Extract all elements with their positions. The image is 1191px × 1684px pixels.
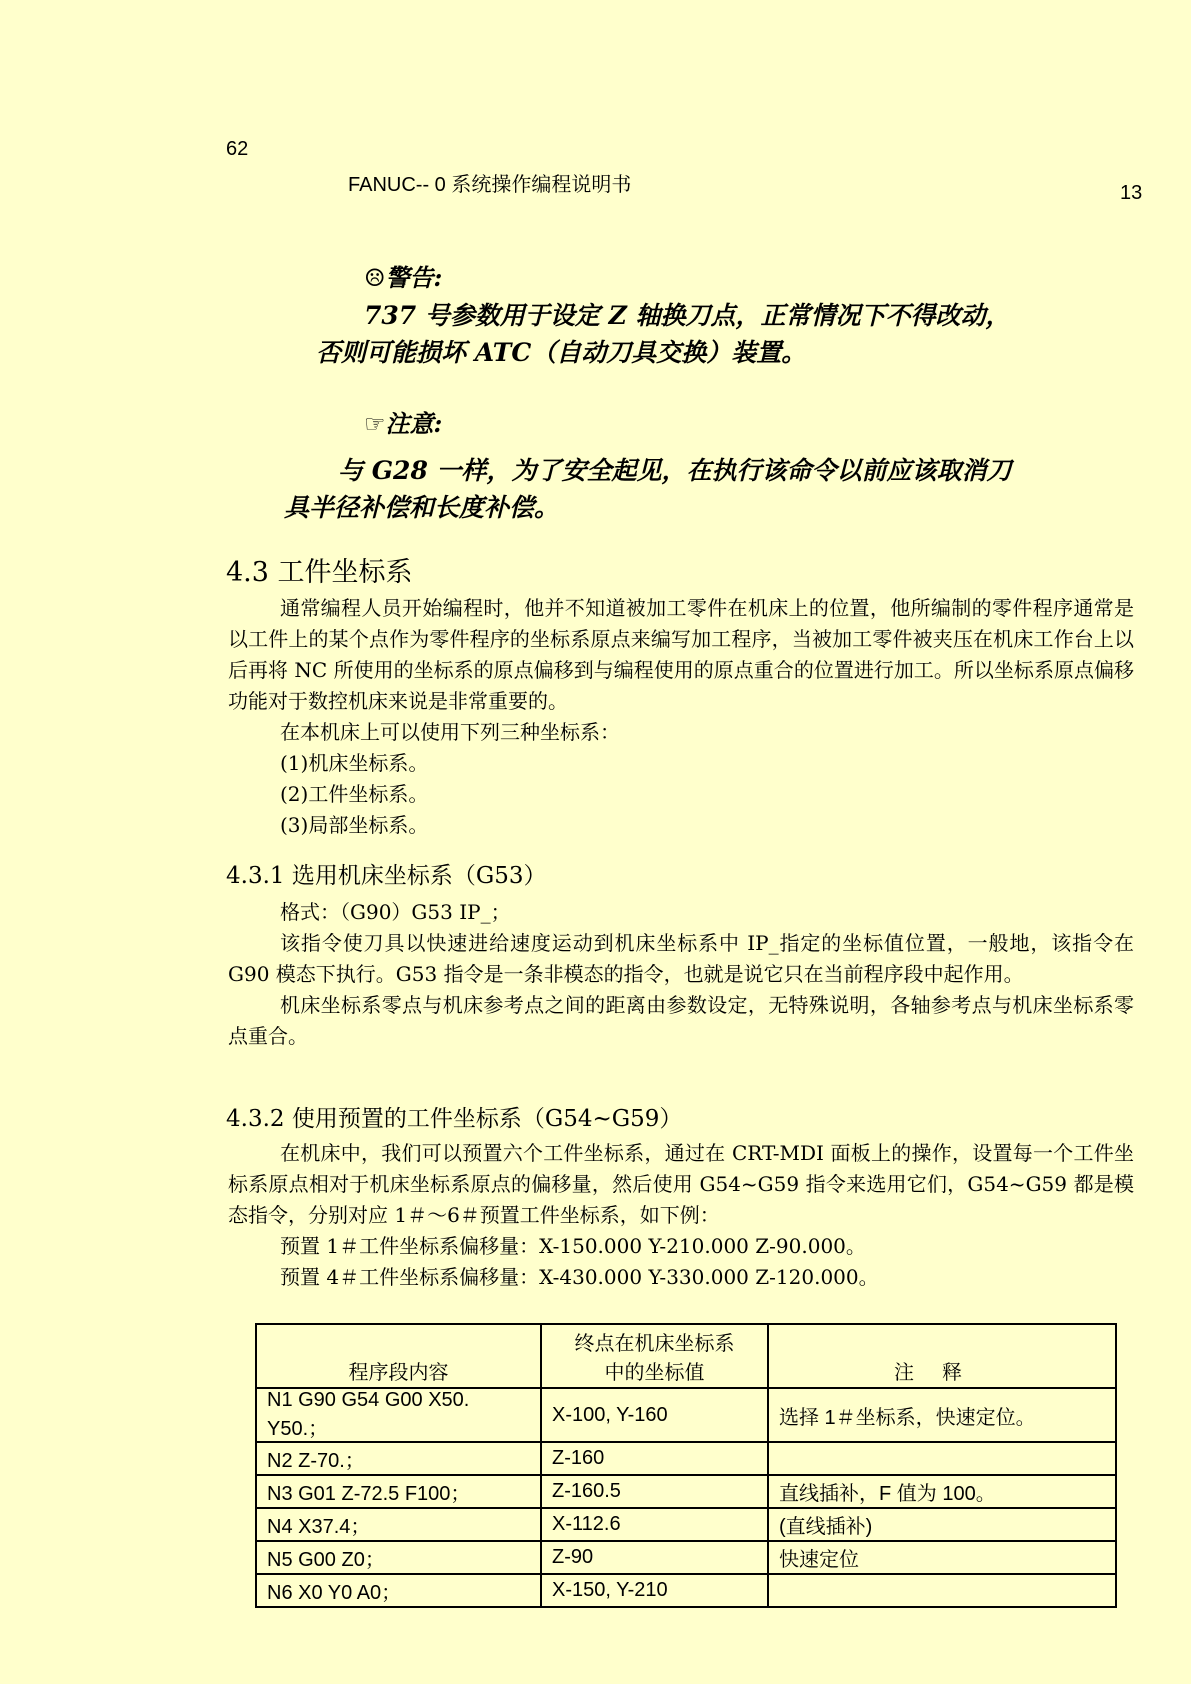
paragraph: 在机床中，我们可以预置六个工件坐标系，通过在 CRT-MDI 面板上的操作，设置每一个工件坐标系原点相对于机床坐标系原点的偏移量，然后使用 G54~G59 指令来选用它们，G54~G59 都是模态指令，分别对应 1＃～6＃预置工件坐标系，如下例： <box>228 1141 1134 1227</box>
section-heading-4-3-1: 4.3.1 选用机床坐标系（G53） <box>226 863 547 889</box>
header-comment <box>768 1324 1116 1388</box>
list-item: (1)机床坐标系。 <box>280 751 429 775</box>
section-4-3-body <box>228 593 1134 841</box>
cell-block: N4 X37.4； <box>256 1508 541 1541</box>
cell-coord: X-112.6 <box>541 1508 768 1541</box>
header-end-coord-line2: 中的坐标值 <box>604 1360 705 1384</box>
cell-block: N1 G90 G54 G00 X50. Y50.； <box>256 1388 541 1442</box>
table-row <box>256 1475 1116 1508</box>
page-number-right: 13 <box>1120 182 1143 204</box>
preset-line: 预置 4＃工件坐标系偏移量：X-430.000 Y-330.000 Z-120.000。 <box>280 1265 879 1289</box>
note-title: 注意: <box>385 409 443 438</box>
note-heading <box>364 404 442 439</box>
warning-text-line2: 否则可能损坏 ATC（自动刀具交换）装置。 <box>316 338 807 367</box>
section-heading-4-3-2: 4.3.2 使用预置的工件坐标系（G54~G59） <box>226 1106 683 1132</box>
program-table <box>255 1323 1117 1608</box>
table-row <box>256 1574 1116 1607</box>
header-block-content: 程序段内容 <box>256 1324 541 1388</box>
table-row <box>256 1388 1116 1442</box>
note-text-line2: 具半径补偿和长度补偿。 <box>284 493 560 522</box>
cell-coord: X-150, Y-210 <box>541 1574 768 1607</box>
cell-coord: Z-90 <box>541 1541 768 1574</box>
header-end-coord-line1: 终点在机床坐标系 <box>574 1331 735 1355</box>
paragraph: 机床坐标系零点与机床参考点之间的距离由参数设定，无特殊说明，各轴参考点与机床坐标系零点重合。 <box>228 993 1134 1048</box>
note-text-line1: 与 G28 一样，为了安全起见，在执行该命令以前应该取消刀 <box>338 456 1012 485</box>
cell-comment: (直线插补) <box>768 1508 1116 1541</box>
section-4-3-2-body <box>228 1138 1134 1293</box>
paragraph: 该指令使刀具以快速进给速度运动到机床坐标系中 IP_指定的坐标值位置，一般地，该指令在 G90 模态下执行。G53 指令是一条非模态的指令，也就是说它只在当前程序段中起作用。 <box>228 931 1134 986</box>
warning-title: 警告: <box>385 263 443 292</box>
page-number-left: 62 <box>226 138 249 160</box>
cell-coord: X-100, Y-160 <box>541 1388 768 1442</box>
cell-coord: Z-160.5 <box>541 1475 768 1508</box>
section-heading-4-3: 4.3 工件坐标系 <box>226 557 413 588</box>
list-item: (2)工件坐标系。 <box>280 782 429 806</box>
table-header-row <box>256 1324 1116 1388</box>
list-item: (3)局部坐标系。 <box>280 813 429 837</box>
cell-block: N6 X0 Y0 A0； <box>256 1574 541 1607</box>
cell-comment: 选择 1＃坐标系，快速定位。 <box>768 1388 1116 1442</box>
cell-comment: 直线插补，F 值为 100。 <box>768 1475 1116 1508</box>
cell-comment <box>768 1574 1116 1607</box>
paragraph: 通常编程人员开始编程时，他并不知道被加工零件在机床上的位置，他所编制的零件程序通常是以工件上的某个点作为零件程序的坐标系原点来编写加工程序，当被加工零件被夹压在机床工作台上以后再将 NC 所使用的坐标系的原点偏移到与编程使用的原点重合的位置进行加工。所以坐标系原点偏移功能对于数控机床来说是非常重要的。 <box>228 596 1134 713</box>
frown-icon: ☹ <box>364 264 386 292</box>
pointing-hand-icon: ☞ <box>364 410 386 438</box>
warning-text-line1: 737 号参数用于设定 Z 轴换刀点，正常情况下不得改动， <box>364 301 1011 330</box>
header-comment-label: 注释 <box>894 1360 990 1384</box>
cell-comment: 快速定位 <box>768 1541 1116 1574</box>
table-row <box>256 1541 1116 1574</box>
table-row <box>256 1442 1116 1475</box>
paragraph: 在本机床上可以使用下列三种坐标系： <box>280 720 620 744</box>
cell-block: N5 G00 Z0； <box>256 1541 541 1574</box>
preset-line: 预置 1＃工件坐标系偏移量：X-150.000 Y-210.000 Z-90.000。 <box>280 1234 866 1258</box>
table-row <box>256 1508 1116 1541</box>
cell-comment <box>768 1442 1116 1475</box>
format-line: 格式：（G90）G53 IP_； <box>280 900 511 924</box>
cell-coord: Z-160 <box>541 1442 768 1475</box>
cell-block: N2 Z-70.； <box>256 1442 541 1475</box>
warning-heading <box>364 258 442 293</box>
header-end-coord <box>541 1324 768 1388</box>
book-title: FANUC-- 0 系统操作编程说明书 <box>348 174 632 196</box>
section-4-3-1-body <box>228 897 1134 1052</box>
cell-block: N3 G01 Z-72.5 F100； <box>256 1475 541 1508</box>
